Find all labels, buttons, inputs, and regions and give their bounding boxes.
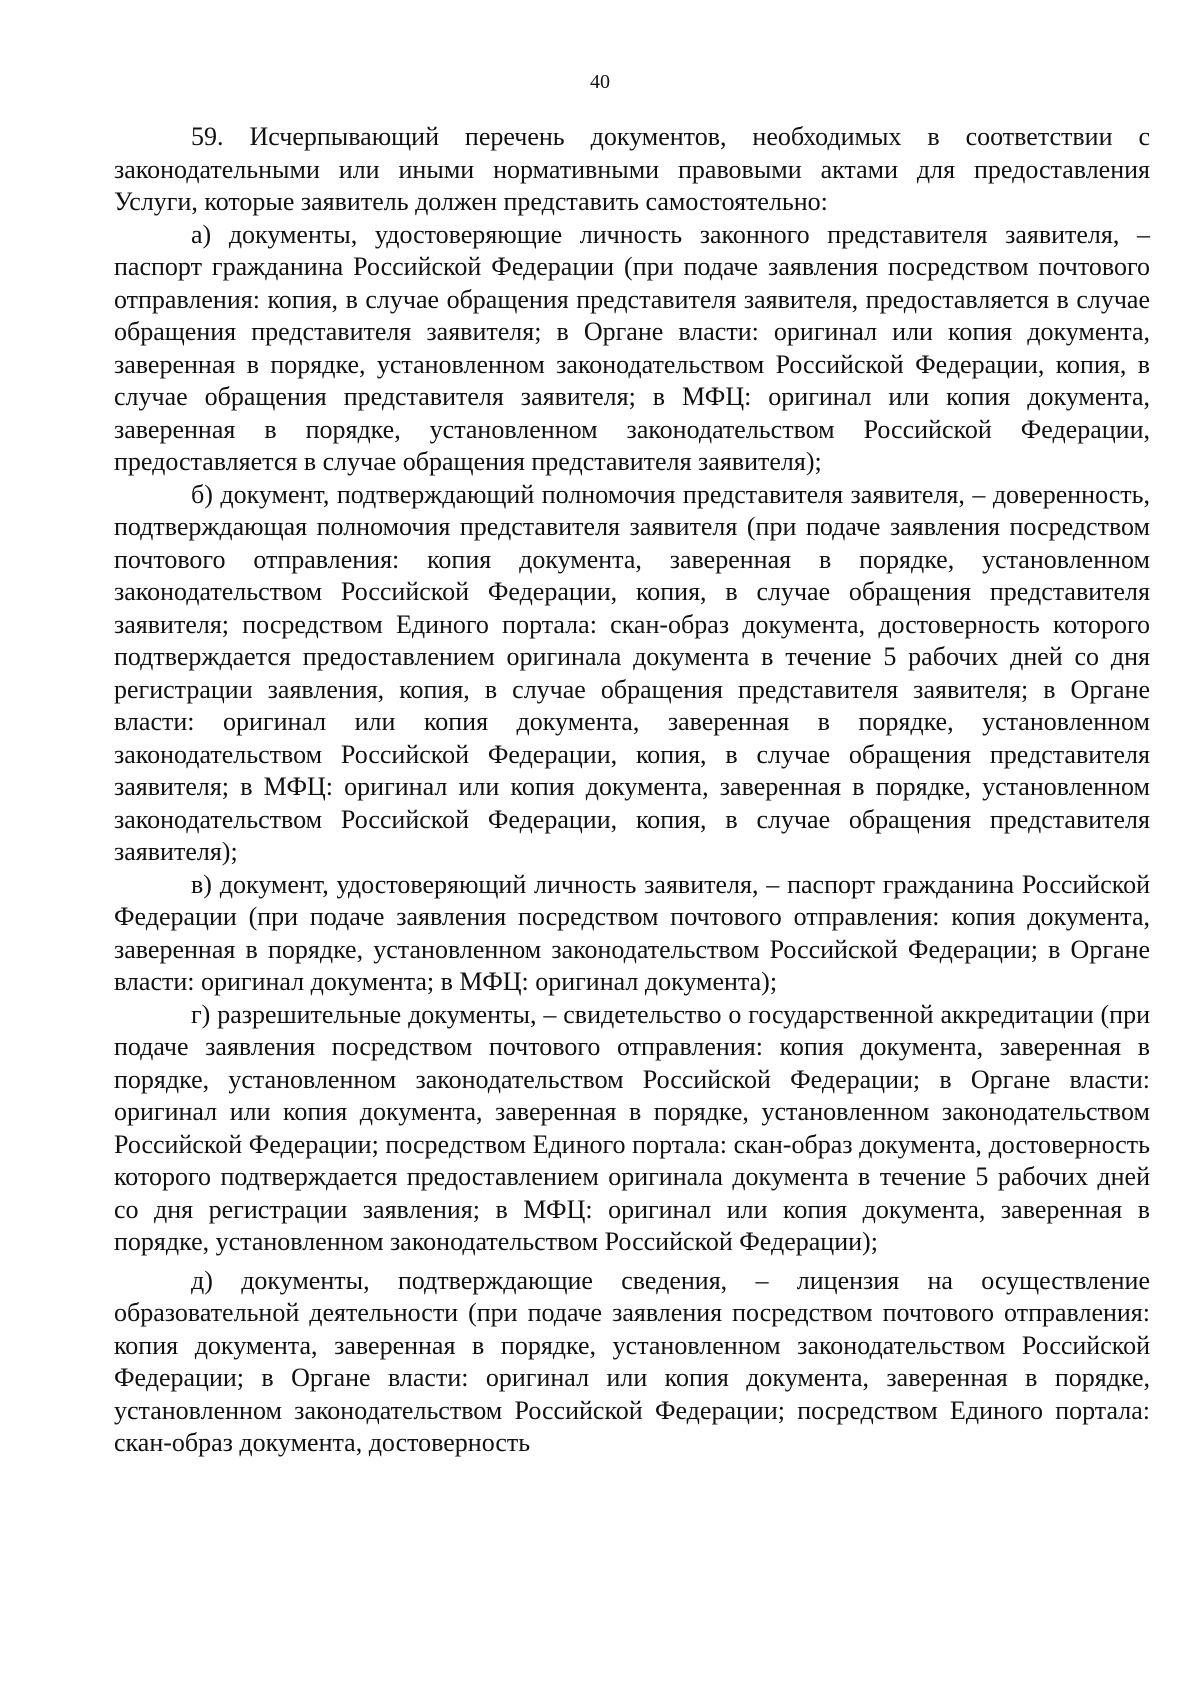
document-body (114, 121, 1150, 1460)
item-label: г) (191, 999, 211, 1029)
paragraph-59 (114, 121, 1150, 219)
paragraph-text: документы, подтверждающие сведения, – лицензия на осуществление образовательной деятельности (при подаче заявления посредством почтового отправления: копия документа, заверенная в порядке, установленном законодательством Российской Федерации; в Органе власти: оригинал или копия документа, заверенная в порядке, установленном законодательством Российской Федерации; посредством Единого портала: скан-образ документа, достоверность (114, 1265, 1150, 1457)
paragraph-text: документ, подтверждающий полномочия представителя заявителя, – доверенность, подтверждающая полномочия представителя заявителя (при подаче заявления посредством почтового отправления: копия документа, заверенная в порядке, установленном законодательством Российской Федерации, копия, в случае обращения представителя заявителя; посредством Единого портала: скан-образ документа, достоверность которого подтверждается предоставлением оригинала документа в течение 5 рабочих дней со дня регистрации заявления, копия, в случае обращения представителя заявителя; в Органе власти: оригинал или копия документа, заверенная в порядке, установленном законодательством Российской Федерации, копия, в случае обращения представителя заявителя; в МФЦ: оригинал или копия документа, заверенная в порядке, установленном законодательством Российской Федерации, копия, в случае обращения представителя заявителя); (114, 479, 1150, 866)
item-label: а) (191, 219, 212, 249)
list-item-b (114, 479, 1150, 869)
list-item-g (114, 999, 1150, 1259)
item-label: 59. (191, 122, 224, 151)
paragraph-text: разрешительные документы, – свидетельство о государственной аккредитации (при подаче заявления посредством почтового отправления: копия документа, заверенная в порядке, установленном законодательством Российской Федерации; в Органе власти: оригинал или копия документа, заверенная в порядке, установленном законодательством Российской Федерации; посредством Единого портала: скан-образ документа, достоверность которого подтверждается предоставлением оригинала документа в течение 5 рабочих дней со дня регистрации заявления; в МФЦ: оригинал или копия документа, заверенная в порядке, установленном законодательством Российской Федерации); (114, 999, 1150, 1256)
item-label: б) (191, 479, 213, 509)
paragraph-text: Исчерпывающий перечень документов, необходимых в соответствии с законодательными или иными нормативными правовыми актами для предоставления Услуги, которые заявитель должен представить самостоятельно: (114, 122, 1150, 216)
paragraph-text: документ, удостоверяющий личность заявителя, – паспорт гражданина Российской Федерации (при подаче заявления посредством почтового отправления: копия документа, заверенная в порядке, установленном законодательством Российской Федерации; в Органе власти: оригинал документа; в МФЦ: оригинал документа); (114, 869, 1150, 996)
list-item-d (114, 1265, 1150, 1460)
item-label: д) (191, 1265, 213, 1295)
paragraph-text: документы, удостоверяющие личность законного представителя заявителя, – паспорт гражданина Российской Федерации (при подаче заявления посредством почтового отправления: копия, в случае обращения представителя заявителя, предоставляется в случае обращения представителя заявителя; в Органе власти: оригинал или копия документа, заверенная в порядке, установленном законодательством Российской Федерации, копия, в случае обращения представителя заявителя; в МФЦ: оригинал или копия документа, заверенная в порядке, установленном законодательством Российской Федерации, предоставляется в случае обращения представителя заявителя); (114, 219, 1150, 476)
list-item-a (114, 219, 1150, 479)
item-label: в) (191, 869, 212, 899)
page-number: 40 (590, 71, 610, 93)
list-item-v (114, 869, 1150, 999)
